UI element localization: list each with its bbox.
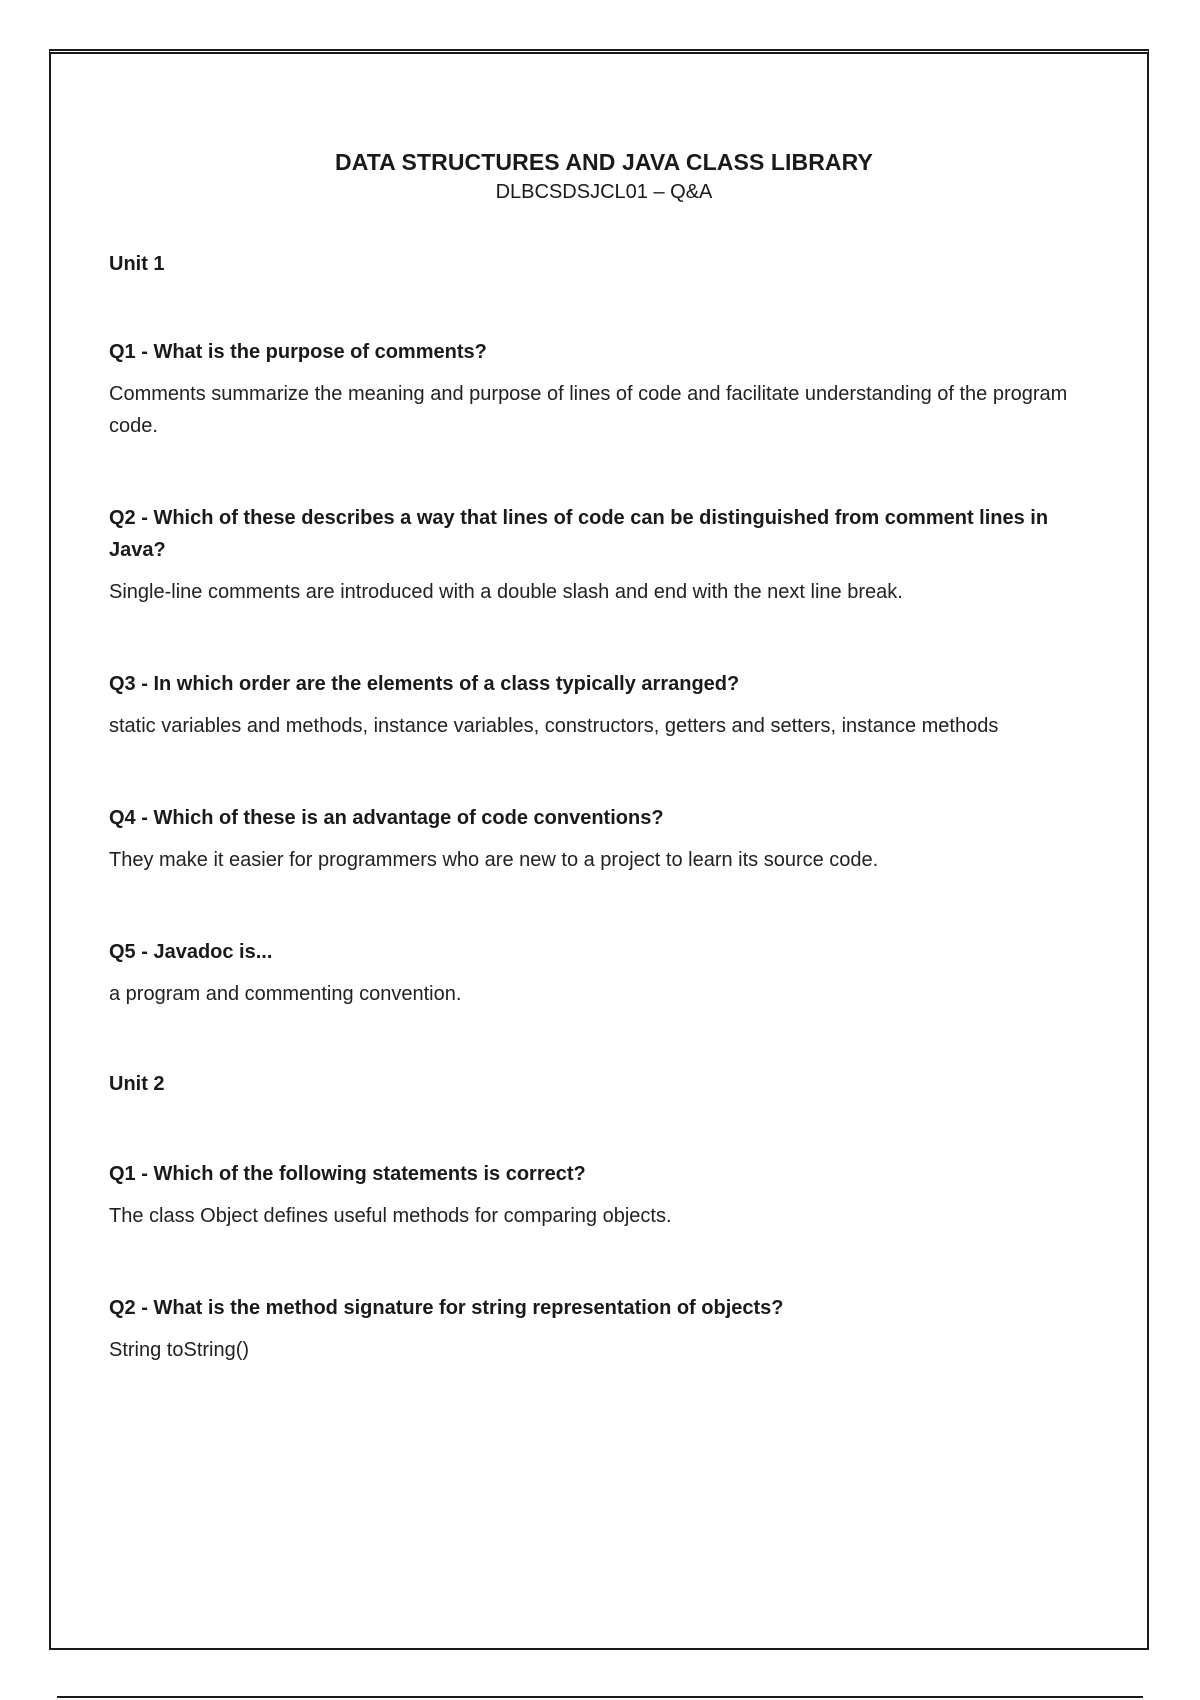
question: Q2 - Which of these describes a way that lines of code can be distinguished from comment lines in Java? (109, 507, 1049, 561)
answer: Single-line comments are introduced with a double slash and end with the next line break. (109, 581, 903, 603)
answer: static variables and methods, instance variables, constructors, getters and setters, instance methods (109, 715, 999, 737)
answer: The class Object defines useful methods for comparing objects. (109, 1205, 672, 1227)
answer: Comments summarize the meaning and purpose of lines of code and facilitate understanding of the program code. (109, 383, 1068, 437)
document-title: DATA STRUCTURES AND JAVA CLASS LIBRARY (335, 149, 873, 175)
answer: String toString() (109, 1339, 250, 1361)
question: Q1 - What is the purpose of comments? (109, 341, 487, 363)
qa-item (109, 1158, 1099, 1232)
question: Q1 - Which of the following statements is correct? (109, 1163, 586, 1185)
question: Q2 - What is the method signature for string representation of objects? (109, 1297, 784, 1319)
answer: They make it easier for programmers who are new to a project to learn its source code. (109, 849, 879, 871)
qa-item (109, 502, 1099, 608)
document-body (109, 146, 1099, 1366)
qa-item (109, 802, 1099, 876)
qa-item (109, 336, 1099, 442)
qa-item (109, 668, 1099, 742)
qa-item (109, 1292, 1099, 1366)
qa-item (109, 936, 1099, 1010)
document-subtitle: DLBCSDSJCL01 – Q&A (495, 181, 713, 203)
unit-heading: Unit 1 (109, 253, 165, 275)
question: Q4 - Which of these is an advantage of code conventions? (109, 807, 664, 829)
footer-rule (57, 1696, 1143, 1698)
unit-heading: Unit 2 (109, 1073, 165, 1095)
answer: a program and commenting convention. (109, 983, 462, 1005)
question: Q5 - Javadoc is... (109, 941, 273, 963)
question: Q3 - In which order are the elements of a class typically arranged? (109, 673, 740, 695)
